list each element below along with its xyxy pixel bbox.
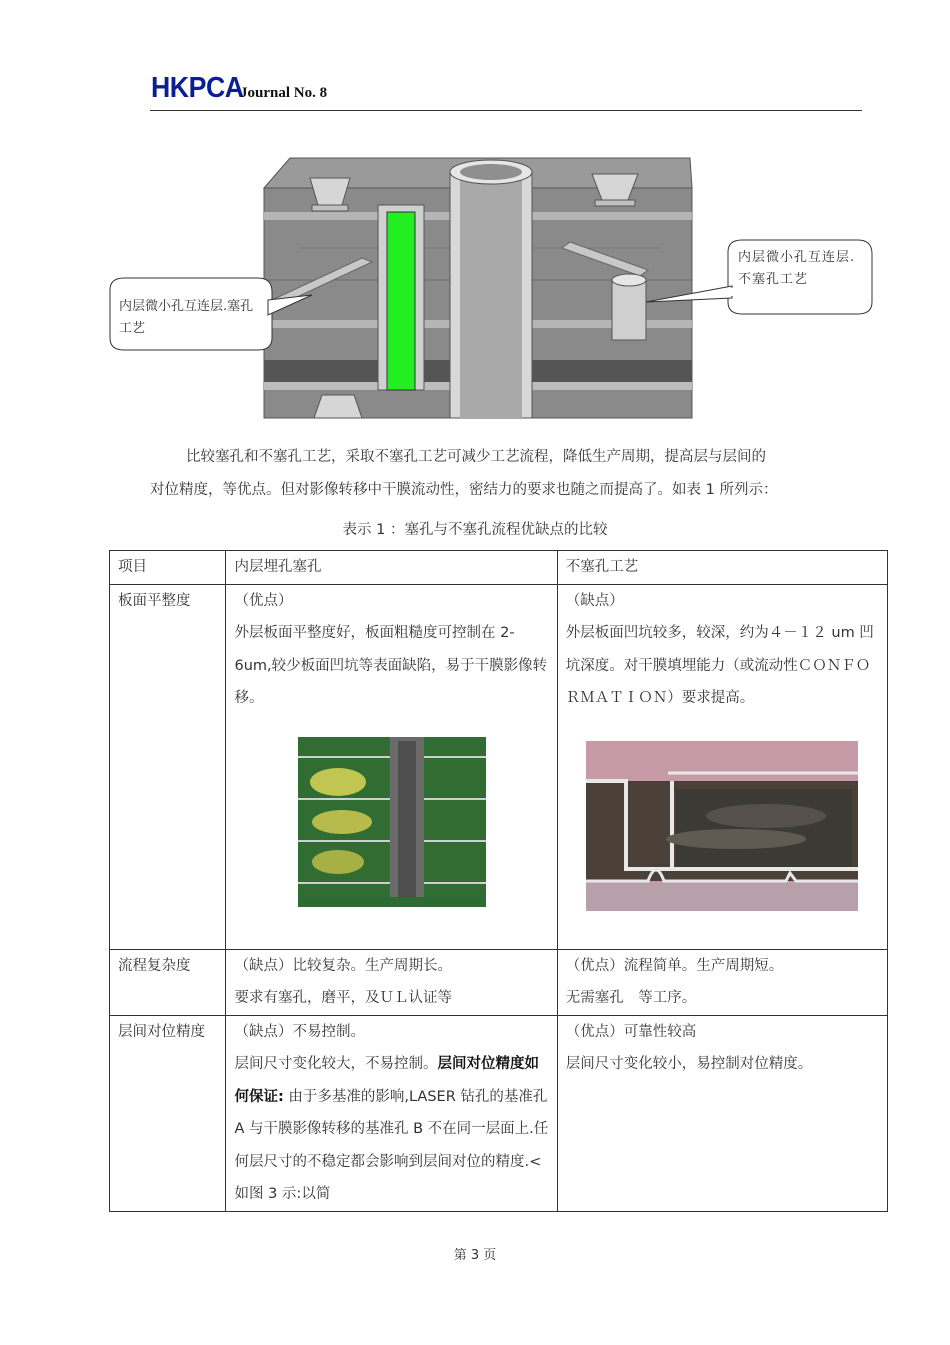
cell-text: 要求有塞孔，磨平，及ＵＬ认证等 — [234, 990, 452, 1006]
page-header — [150, 70, 862, 111]
cell-text — [234, 1048, 548, 1211]
table-header-row — [110, 551, 888, 585]
cell-plugged — [226, 584, 557, 949]
cell-text-a: 层间尺寸变化较大，不易控制。 — [234, 1056, 438, 1072]
header-plugged: 内层埋孔塞孔 — [226, 551, 557, 585]
cell-text: （缺点）比较复杂。生产周期长。 — [234, 957, 452, 974]
cell-text: （缺点）不易控制。 — [234, 1023, 365, 1040]
callout-plugged-via: 内层微小孔互连层.塞孔工艺 — [119, 299, 254, 336]
journal-title: Journal No. 8 — [240, 85, 328, 101]
cell-tag: （缺点） — [565, 592, 624, 609]
table-row — [110, 1015, 888, 1211]
cell-text: （优点）流程简单。生产周期短。 — [565, 957, 784, 974]
cell-text: 无需塞孔 等工序。 — [565, 990, 697, 1006]
cell-text: 层间尺寸变化较小，易控制对位精度。 — [565, 1056, 813, 1072]
cell-text: 外层板面平整度好，板面粗糙度可控制在 2-6um,较少板面凹坑等表面缺陷，易于干膜影像转移。 — [234, 625, 548, 706]
header-non-plugged: 不塞孔工艺 — [557, 551, 887, 585]
table-caption: 表示 1 ：塞孔与不塞孔流程优缺点的比较 — [342, 522, 608, 538]
paragraph-line-1: 比较塞孔和不塞孔工艺，采取不塞孔工艺可减少工艺流程，降低生产周期，提高层与层间的 — [186, 449, 766, 465]
row-item: 层间对位精度 — [110, 1015, 226, 1211]
cell-non-plugged — [557, 584, 887, 949]
cell-text-b: 由于多基准的影响,LASER 钻孔的基准孔 A 与干膜影像转移的基准孔 B 不在同一层面上.任何层尺寸的不稳定都会影响到层间对位的精度.<如图 3 示:以简 — [234, 1088, 549, 1202]
table-row — [110, 584, 888, 949]
callout-non-plugged-via: 内层微小孔互连层. 不塞孔工艺 — [738, 250, 856, 287]
header-item: 项目 — [110, 551, 226, 585]
pcb-cross-section-figure — [100, 150, 880, 430]
paragraph-line-2: 对位精度，等优点。但对影像转移中干膜流动性，密结力的要求也随之而提高了。如表 1 所列示： — [150, 482, 778, 498]
non-plugged-via-photo — [586, 741, 858, 911]
cell-plugged — [226, 949, 557, 1015]
body-paragraph — [150, 441, 862, 507]
row-item: 板面平整度 — [110, 584, 226, 949]
cell-non-plugged — [557, 949, 887, 1015]
cell-plugged — [226, 1015, 557, 1211]
cell-bold-heading: 层间对位精度如何保证: — [234, 1056, 539, 1105]
cell-text: 外层板面凹坑较多，较深，约为４－１２ um 凹坑深度。对干膜填埋能力（或流动性ＣＯＮＦＯＲＭＡＴＩＯＮ）要求提高。 — [565, 625, 874, 706]
cell-text: （优点）可靠性较高 — [565, 1023, 697, 1040]
table-row — [110, 949, 888, 1015]
cell-non-plugged — [557, 1015, 887, 1211]
hkpca-logo: HKPCA — [151, 72, 244, 104]
comparison-table — [109, 550, 888, 1212]
plugged-via-photo — [298, 737, 486, 907]
page-number: 第 3 页 — [453, 1248, 497, 1263]
row-item: 流程复杂度 — [110, 949, 226, 1015]
cell-tag: （优点） — [234, 592, 293, 609]
